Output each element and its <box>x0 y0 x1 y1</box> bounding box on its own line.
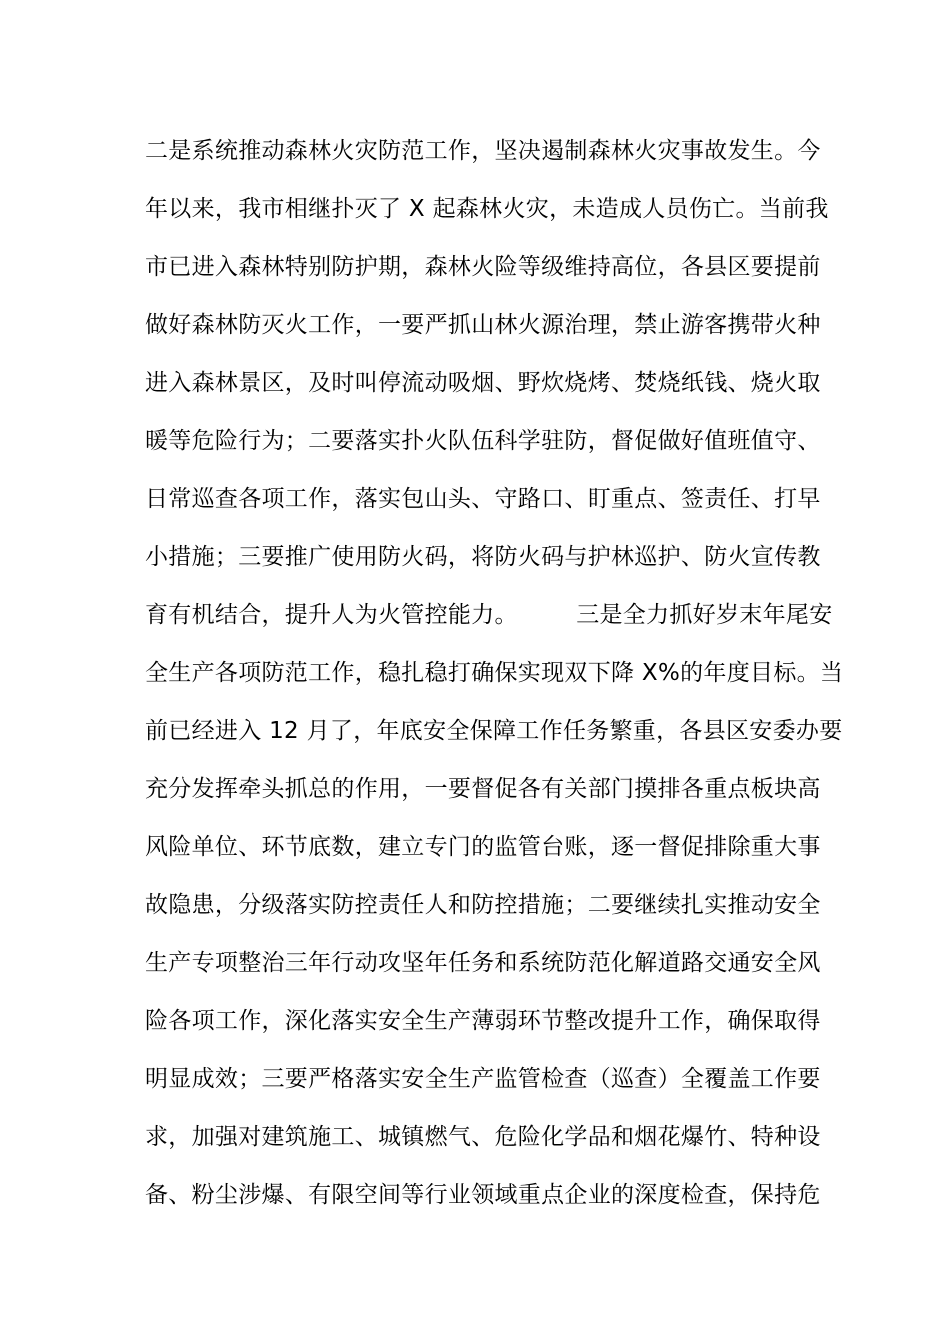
text-line: 生产专项整治三年行动攻坚年任务和系统防范化解道路交通安全风 <box>145 950 821 976</box>
text-line: 前已经进入 12 月了，年底安全保障工作任务繁重，各县区安委办要 <box>145 718 843 744</box>
text-line: 明显成效；三要严格落实安全生产监管检查（巡查）全覆盖工作要 <box>145 1066 821 1092</box>
text-line: 全生产各项防范工作，稳扎稳打确保实现双下降 X%的年度目标。当 <box>145 660 844 686</box>
text-line: 日常巡查各项工作，落实包山头、守路口、盯重点、签责任、打早 <box>145 486 821 512</box>
text-line: 市已进入森林特别防护期，森林火险等级维持高位，各县区要提前 <box>145 254 821 280</box>
text-line: 故隐患，分级落实防控责任人和防控措施；二要继续扎实推动安全 <box>145 892 821 918</box>
text-line: 充分发挥牵头抓总的作用，一要督促各有关部门摸排各重点板块高 <box>145 776 821 802</box>
text-line: 风险单位、环节底数，建立专门的监管台账，逐一督促排除重大事 <box>145 834 821 860</box>
body-paragraph <box>145 128 844 1230</box>
text-line: 求，加强对建筑施工、城镇燃气、危险化学品和烟花爆竹、特种设 <box>145 1124 821 1150</box>
text-line: 备、粉尘涉爆、有限空间等行业领域重点企业的深度检查，保持危 <box>145 1182 821 1208</box>
text-line: 育有机结合，提升人为火管控能力。 三是全力抓好岁末年尾安 <box>145 602 833 628</box>
text-line: 做好森林防灭火工作，一要严抓山林火源治理，禁止游客携带火种 <box>145 312 821 338</box>
text-line: 暖等危险行为；二要落实扑火队伍科学驻防，督促做好值班值守、 <box>145 428 821 454</box>
text-line: 小措施；三要推广使用防火码，将防火码与护林巡护、防火宣传教 <box>145 544 821 570</box>
text-line: 进入森林景区，及时叫停流动吸烟、野炊烧烤、焚烧纸钱、烧火取 <box>145 370 821 396</box>
text-line: 二是系统推动森林火灾防范工作，坚决遏制森林火灾事故发生。今 <box>145 138 821 164</box>
text-line: 年以来，我市相继扑灭了 X 起森林火灾，未造成人员伤亡。当前我 <box>145 196 829 222</box>
text-line: 险各项工作，深化落实安全生产薄弱环节整改提升工作，确保取得 <box>145 1008 821 1034</box>
